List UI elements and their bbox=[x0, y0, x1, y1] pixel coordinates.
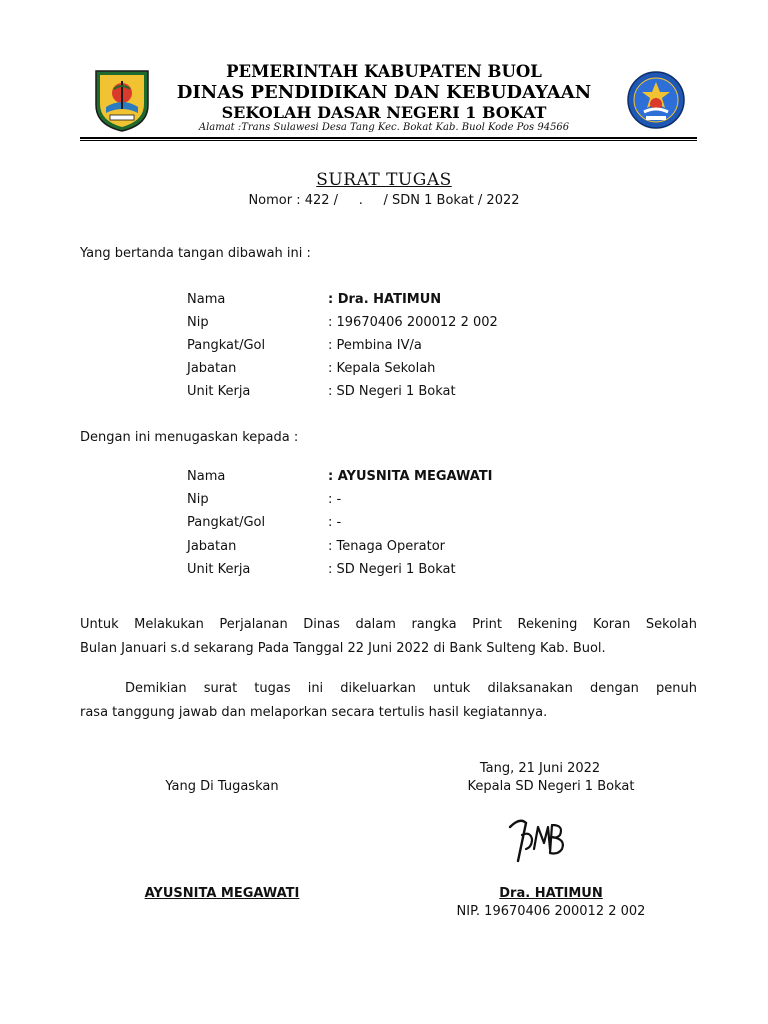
letter-number: Nomor : 422 / . / SDN 1 Bokat / 2022 bbox=[248, 193, 520, 208]
closing-line-2: rasa tanggung jawab dan melaporkan secara tertulis hasil kegiatannya. bbox=[80, 705, 548, 720]
signer-label-position: Jabatan bbox=[187, 361, 237, 376]
headmaster-role: Kepala SD Negeri 1 Bokat bbox=[467, 779, 635, 794]
assignee-value-rank: : - bbox=[328, 515, 342, 530]
closing-line-1: Demikian surat tugas ini dikeluarkan untuk dilaksanakan dengan penuh bbox=[125, 681, 697, 696]
closing-paragraph bbox=[80, 677, 697, 725]
signer-label-unit: Unit Kerja bbox=[187, 384, 251, 399]
signer-value-nip: : 19670406 200012 2 002 bbox=[328, 315, 498, 330]
assignee-value-name: : AYUSNITA MEGAWATI bbox=[328, 469, 493, 484]
assignee-value-nip: : - bbox=[328, 492, 342, 507]
assignee-value-position: : Tenaga Operator bbox=[328, 539, 445, 554]
assignee-label-unit: Unit Kerja bbox=[187, 562, 251, 577]
signer-value-position: : Kepala Sekolah bbox=[328, 361, 436, 376]
letterhead-government: PEMERINTAH KABUPATEN BUOL bbox=[226, 62, 542, 81]
headmaster-signature-name: Dra. HATIMUN bbox=[499, 886, 603, 901]
signer-label-rank: Pangkat/Gol bbox=[187, 338, 266, 353]
headmaster-signature bbox=[504, 813, 574, 867]
signer-label-nip: Nip bbox=[187, 315, 209, 330]
letterhead-rule-thin bbox=[80, 140, 697, 141]
assignee-label-position: Jabatan bbox=[187, 539, 237, 554]
signer-value-name: : Dra. HATIMUN bbox=[328, 292, 442, 307]
signer-intro: Yang bertanda tangan dibawah ini : bbox=[80, 246, 311, 261]
purpose-line-2: Bulan Januari s.d sekarang Pada Tanggal 22 Juni 2022 di Bank Sulteng Kab. Buol. bbox=[80, 641, 606, 656]
place-date: Tang, 21 Juni 2022 bbox=[479, 761, 601, 776]
assignee-label-nip: Nip bbox=[187, 492, 209, 507]
assignee-label-name: Nama bbox=[187, 469, 226, 484]
purpose-line-1: Untuk Melakukan Perjalanan Dinas dalam rangka Print Rekening Koran Sekolah bbox=[80, 617, 697, 632]
signer-value-unit: : SD Negeri 1 Bokat bbox=[328, 384, 456, 399]
letterhead-rule-thick bbox=[80, 137, 697, 139]
letter-title: SURAT TUGAS bbox=[316, 170, 452, 190]
letterhead-department: DINAS PENDIDIKAN DAN KEBUDAYAAN bbox=[176, 82, 592, 103]
headmaster-nip: NIP. 19670406 200012 2 002 bbox=[456, 904, 646, 919]
assignee-role: Yang Di Tugaskan bbox=[165, 779, 279, 794]
letterhead-address: Alamat :Trans Sulawesi Desa Tang Kec. Bokat Kab. Buol Kode Pos 94566 bbox=[198, 122, 570, 133]
signer-value-rank: : Pembina IV/a bbox=[328, 338, 422, 353]
assignee-signature-name: AYUSNITA MEGAWATI bbox=[144, 886, 300, 901]
assign-intro: Dengan ini menugaskan kepada : bbox=[80, 430, 299, 445]
signer-label-name: Nama bbox=[187, 292, 226, 307]
assignee-label-rank: Pangkat/Gol bbox=[187, 515, 266, 530]
purpose-paragraph bbox=[80, 613, 697, 661]
assignee-value-unit: : SD Negeri 1 Bokat bbox=[328, 562, 456, 577]
letterhead-school: SEKOLAH DASAR NEGERI 1 BOKAT bbox=[221, 103, 547, 122]
